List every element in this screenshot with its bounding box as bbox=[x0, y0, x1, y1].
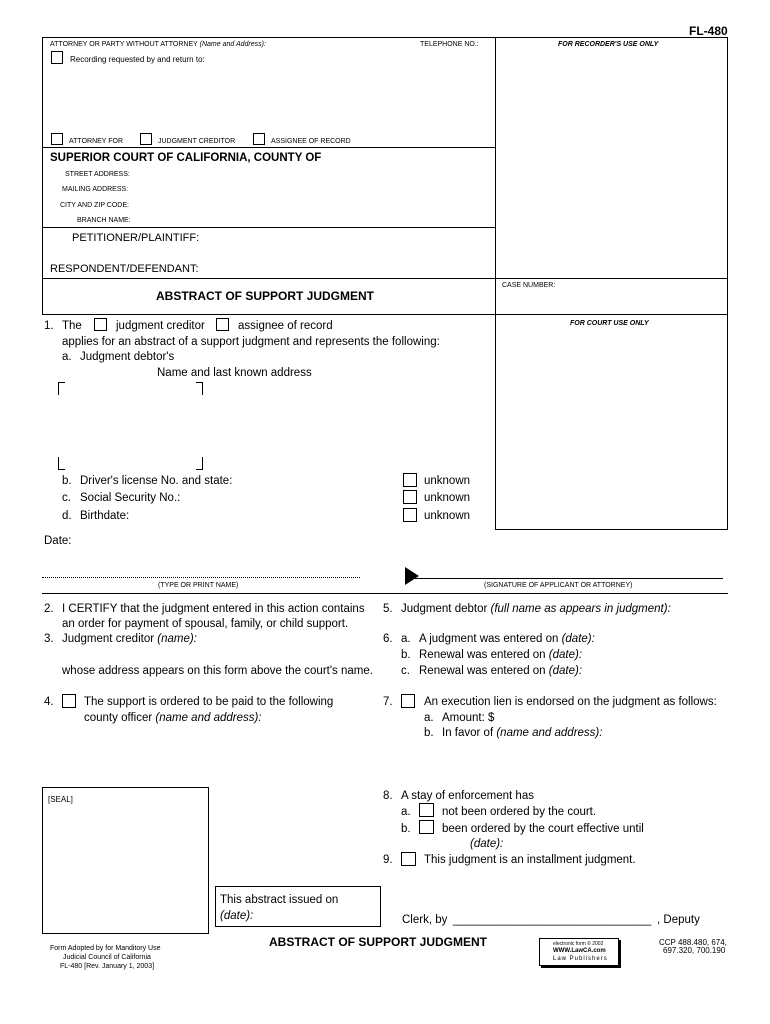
item7a-text: Amount: $ bbox=[442, 712, 495, 724]
address-bracket-br bbox=[196, 457, 203, 470]
court-divider bbox=[42, 147, 496, 148]
type-name-label: (TYPE OR PRINT NAME) bbox=[158, 582, 239, 589]
clerk-label: Clerk, by bbox=[402, 914, 448, 926]
item1c-letter: c. bbox=[62, 492, 71, 504]
court-title: SUPERIOR COURT OF CALIFORNIA, COUNTY OF bbox=[50, 152, 322, 164]
birthdate-unknown-checkbox[interactable] bbox=[403, 508, 417, 522]
branch-label: BRANCH NAME: bbox=[77, 217, 131, 224]
signature-label: (SIGNATURE OF APPLICANT OR ATTORNEY) bbox=[484, 582, 633, 589]
birthdate-unknown-label: unknown bbox=[424, 510, 471, 522]
judgment-creditor-label-top: JUDGMENT CREDITOR bbox=[158, 138, 236, 145]
respondent-label: RESPONDENT/DEFENDANT: bbox=[50, 263, 199, 275]
address-bracket-tl bbox=[58, 382, 65, 395]
attorney-for-label: ATTORNEY FOR bbox=[69, 138, 124, 145]
item2-line2: an order for payment of spousal, family, or child support. bbox=[62, 618, 349, 630]
item1a-text: Judgment debtor's bbox=[80, 351, 175, 363]
item4-checkbox[interactable] bbox=[62, 694, 76, 708]
deputy-label: , Deputy bbox=[657, 914, 700, 926]
item6c-letter: c. bbox=[401, 665, 410, 677]
item1-num: 1. bbox=[44, 320, 54, 332]
item8b-letter: b. bbox=[401, 823, 411, 835]
city-label: CITY AND ZIP CODE: bbox=[60, 202, 129, 209]
date-label: Date: bbox=[44, 535, 72, 547]
court-use-box bbox=[495, 314, 728, 530]
seal-label: [SEAL] bbox=[48, 795, 73, 804]
ssn-unknown-checkbox[interactable] bbox=[403, 490, 417, 504]
item6b-letter: b. bbox=[401, 649, 411, 661]
issued-date: (date): bbox=[220, 910, 254, 922]
recorder-box bbox=[495, 37, 728, 279]
item7-num: 7. bbox=[383, 696, 393, 708]
footer-adopted: Form Adopted by for Manditory Use bbox=[50, 945, 161, 952]
item7a-letter: a. bbox=[424, 712, 434, 724]
street-label: STREET ADDRESS: bbox=[65, 171, 130, 178]
item8b-date: (date): bbox=[470, 838, 504, 850]
petitioner-label: PETITIONER/PLAINTIFF: bbox=[72, 232, 200, 244]
item6b-text: Renewal was entered on (date): bbox=[419, 649, 583, 661]
item8b-text: been ordered by the court effective until bbox=[442, 823, 644, 835]
assignee-label-top: ASSIGNEE OF RECORD bbox=[271, 138, 351, 145]
item8b-checkbox[interactable] bbox=[419, 820, 434, 834]
item5-num: 5. bbox=[383, 603, 393, 615]
case-number-label: CASE NUMBER: bbox=[502, 282, 556, 289]
title-divider bbox=[42, 278, 496, 279]
item1d-letter: d. bbox=[62, 510, 72, 522]
stamp-line2: WWW.LawCA.com bbox=[553, 948, 606, 954]
item7b-letter: b. bbox=[424, 727, 434, 739]
item3-num: 3. bbox=[44, 633, 54, 645]
item1d-text: Birthdate: bbox=[80, 510, 130, 522]
item7b-text: In favor of (name and address): bbox=[442, 727, 603, 739]
item3-text: Judgment creditor (name): bbox=[62, 633, 197, 645]
license-unknown-checkbox[interactable] bbox=[403, 473, 417, 487]
mailing-label: MAILING ADDRESS: bbox=[62, 186, 129, 193]
item9-text: This judgment is an installment judgment. bbox=[424, 854, 636, 866]
stamp-line1: electronic form © 2002 bbox=[553, 941, 604, 947]
recording-checkbox[interactable] bbox=[51, 51, 63, 64]
item6-num: 6. bbox=[383, 633, 393, 645]
form-title: ABSTRACT OF SUPPORT JUDGMENT bbox=[156, 289, 375, 303]
telephone-label: TELEPHONE NO.: bbox=[420, 41, 479, 48]
ccp-line1: CCP 488.480, 674, bbox=[659, 938, 727, 947]
ssn-unknown-label: unknown bbox=[424, 492, 471, 504]
address-bracket-tr bbox=[196, 382, 203, 395]
recorder-use-label: FOR RECORDER'S USE ONLY bbox=[558, 41, 659, 48]
name-address-label: Name and last known address bbox=[157, 367, 312, 379]
signature-line[interactable] bbox=[405, 578, 723, 579]
item9-num: 9. bbox=[383, 854, 393, 866]
footer-rev: FL-480 [Rev. January 1, 2003] bbox=[60, 963, 155, 970]
court-use-label: FOR COURT USE ONLY bbox=[570, 320, 649, 327]
item1-the: The bbox=[62, 320, 82, 332]
stamp-line3: Law Publishers bbox=[553, 956, 608, 962]
attorney-for-checkbox[interactable] bbox=[51, 133, 63, 145]
item1b-text: Driver's license No. and state: bbox=[80, 475, 233, 487]
item7-text: An execution lien is endorsed on the judgment as follows: bbox=[424, 696, 717, 708]
item6c-text: Renewal was entered on (date): bbox=[419, 665, 583, 677]
item8-text: A stay of enforcement has bbox=[401, 790, 534, 802]
type-name-line[interactable] bbox=[42, 577, 360, 578]
section-divider bbox=[42, 593, 728, 594]
item1-judgment-creditor-checkbox[interactable] bbox=[94, 318, 107, 331]
issued-line1: This abstract issued on bbox=[220, 894, 339, 906]
item2-num: 2. bbox=[44, 603, 54, 615]
assignee-checkbox-top[interactable] bbox=[253, 133, 265, 145]
item8a-letter: a. bbox=[401, 806, 411, 818]
item1-judgment-creditor-label: judgment creditor bbox=[116, 320, 205, 332]
item1c-text: Social Security No.: bbox=[80, 492, 181, 504]
address-bracket-bl bbox=[58, 457, 65, 470]
form-number: FL-480 bbox=[689, 24, 728, 38]
footer-council: Judicial Council of California bbox=[63, 954, 151, 961]
parties-divider bbox=[42, 227, 496, 228]
item5-text: Judgment debtor (full name as appears in judgment): bbox=[401, 603, 671, 615]
attorney-label: ATTORNEY OR PARTY WITHOUT ATTORNEY (Name and Address): bbox=[50, 41, 266, 48]
footer-title: ABSTRACT OF SUPPORT JUDGMENT bbox=[269, 935, 488, 949]
item1a-letter: a. bbox=[62, 351, 72, 363]
item2-line1: I CERTIFY that the judgment entered in this action contains bbox=[62, 603, 365, 615]
ccp-line2: 697.320, 700.190 bbox=[663, 946, 726, 955]
item7-checkbox[interactable] bbox=[401, 694, 415, 708]
item3-whose: whose address appears on this form above the court's name. bbox=[62, 665, 373, 677]
item1b-letter: b. bbox=[62, 475, 72, 487]
license-unknown-label: unknown bbox=[424, 475, 471, 487]
item8a-checkbox[interactable] bbox=[419, 803, 434, 817]
item6a-text: A judgment was entered on (date): bbox=[419, 633, 595, 645]
item6a-letter: a. bbox=[401, 633, 411, 645]
sign-arrow-icon bbox=[405, 567, 419, 585]
clerk-blank[interactable]: _______________________________ bbox=[453, 914, 652, 926]
seal-box bbox=[42, 787, 209, 934]
judgment-creditor-checkbox-top[interactable] bbox=[140, 133, 152, 145]
item9-checkbox[interactable] bbox=[401, 852, 416, 866]
item4-line1: The support is ordered to be paid to the following bbox=[84, 696, 334, 708]
recording-requested-label: Recording requested by and return to: bbox=[70, 55, 205, 64]
item8a-text: not been ordered by the court. bbox=[442, 806, 597, 818]
item4-num: 4. bbox=[44, 696, 54, 708]
item1-applies: applies for an abstract of a support judgment and represents the following: bbox=[62, 336, 440, 348]
item8-num: 8. bbox=[383, 790, 393, 802]
item4-line2: county officer (name and address): bbox=[84, 712, 262, 724]
item1-assignee-label: assignee of record bbox=[238, 320, 333, 332]
item1-assignee-checkbox[interactable] bbox=[216, 318, 229, 331]
